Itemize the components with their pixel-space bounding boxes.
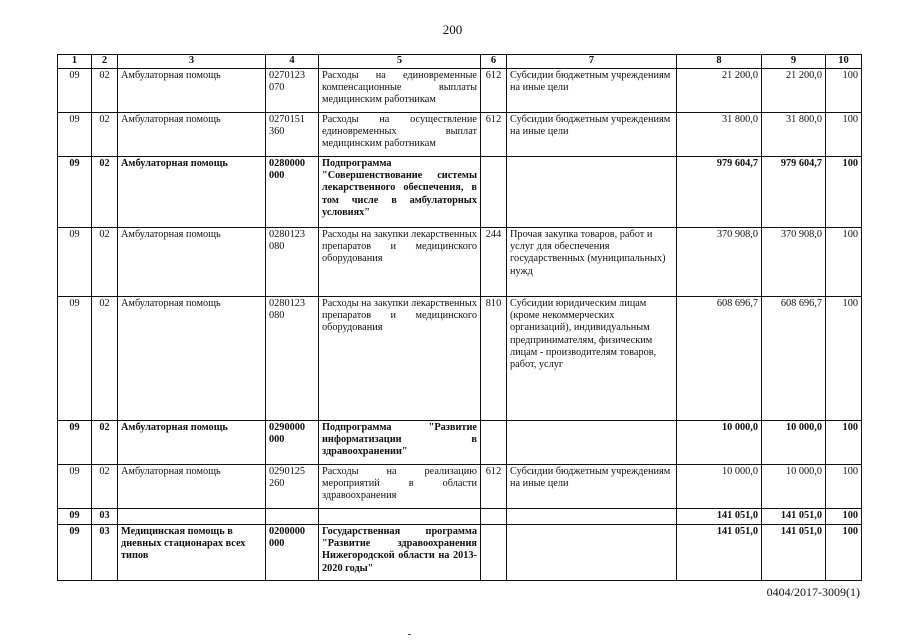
cell-name: Амбулаторная помощь (118, 112, 266, 156)
budget-table (57, 54, 862, 581)
cell-actual-amount: 10 000,0 (762, 464, 826, 508)
cell-actual-amount: 31 800,0 (762, 112, 826, 156)
cell-subsection: 03 (92, 524, 118, 580)
cell-percent: 100 (826, 68, 862, 112)
header-col-7: 7 (507, 55, 677, 69)
cell-expense-name (507, 156, 677, 227)
table-header (58, 55, 862, 69)
cell-section: 09 (58, 296, 92, 420)
cell-actual-amount: 10 000,0 (762, 420, 826, 464)
cell-expense-name (507, 508, 677, 524)
cell-percent: 100 (826, 296, 862, 420)
cell-subsection: 02 (92, 420, 118, 464)
cell-percent: 100 (826, 524, 862, 580)
cell-expense-name: Субсидии бюджетным учреждениям на иные цели (507, 464, 677, 508)
cell-plan-amount: 21 200,0 (677, 68, 762, 112)
cell-percent: 100 (826, 156, 862, 227)
cell-plan-amount: 31 800,0 (677, 112, 762, 156)
cell-subsection: 02 (92, 296, 118, 420)
cell-expense-name: Субсидии бюджетным учреждениям на иные цели (507, 112, 677, 156)
table-row (58, 68, 862, 112)
header-col-3: 3 (118, 55, 266, 69)
cell-actual-amount: 141 051,0 (762, 524, 826, 580)
cell-expense-type (481, 524, 507, 580)
header-col-1: 1 (58, 55, 92, 69)
cell-name: Амбулаторная помощь (118, 296, 266, 420)
cell-description (319, 508, 481, 524)
cell-subsection: 02 (92, 227, 118, 296)
cell-expense-type: 612 (481, 112, 507, 156)
table-row (58, 508, 862, 524)
cell-actual-amount: 370 908,0 (762, 227, 826, 296)
table-row (58, 296, 862, 420)
cell-subsection: 02 (92, 68, 118, 112)
cell-description: Подпрограмма "Совершенствование системы лекарственного обеспечения, в том числе в амбулаторных условиях" (319, 156, 481, 227)
cell-plan-amount: 141 051,0 (677, 524, 762, 580)
cell-expense-name: Субсидии юридическим лицам (кроме некоммерческих организаций), индивидуальным предпринимателям, физическим лицам - производителям товаров, работ, услуг (507, 296, 677, 420)
cell-percent: 100 (826, 112, 862, 156)
cell-expense-type: 244 (481, 227, 507, 296)
header-col-9: 9 (762, 55, 826, 69)
cell-expense-name: Прочая закупка товаров, работ и услуг для обеспечения государственных (муниципальных) нужд (507, 227, 677, 296)
header-col-5: 5 (319, 55, 481, 69)
cell-plan-amount: 370 908,0 (677, 227, 762, 296)
cell-expense-name (507, 524, 677, 580)
cell-subsection: 02 (92, 156, 118, 227)
cell-target-code: 0280123 080 (266, 296, 319, 420)
cell-plan-amount: 141 051,0 (677, 508, 762, 524)
cell-description: Расходы на единовременные компенсационные выплаты медицинским работникам (319, 68, 481, 112)
cell-subsection: 02 (92, 464, 118, 508)
table-row (58, 156, 862, 227)
cell-description: Расходы на осуществление единовременных выплат медицинским работникам (319, 112, 481, 156)
cell-section: 09 (58, 464, 92, 508)
cell-section: 09 (58, 420, 92, 464)
cell-expense-type: 612 (481, 464, 507, 508)
cell-section: 09 (58, 508, 92, 524)
document-code: 0404/2017-3009(1) (766, 585, 860, 599)
cell-target-code: 0280000 000 (266, 156, 319, 227)
header-col-6: 6 (481, 55, 507, 69)
cell-percent: 100 (826, 464, 862, 508)
cell-name: Амбулаторная помощь (118, 156, 266, 227)
cell-expense-type (481, 420, 507, 464)
cell-section: 09 (58, 524, 92, 580)
cell-expense-name (507, 420, 677, 464)
cell-percent: 100 (826, 508, 862, 524)
cell-name: Амбулаторная помощь (118, 68, 266, 112)
cell-plan-amount: 608 696,7 (677, 296, 762, 420)
cell-actual-amount: 141 051,0 (762, 508, 826, 524)
page-number: 200 (442, 22, 463, 37)
cell-name: Медицинская помощь в дневных стационарах всех типов (118, 524, 266, 580)
cell-name: Амбулаторная помощь (118, 420, 266, 464)
cell-description: Расходы на закупки лекарственных препаратов и медицинского оборудования (319, 296, 481, 420)
cell-percent: 100 (826, 420, 862, 464)
cell-expense-name: Субсидии бюджетным учреждениям на иные цели (507, 68, 677, 112)
cell-plan-amount: 10 000,0 (677, 420, 762, 464)
cell-subsection: 03 (92, 508, 118, 524)
cell-section: 09 (58, 156, 92, 227)
cell-name: Амбулаторная помощь (118, 227, 266, 296)
cell-expense-type: 810 (481, 296, 507, 420)
cell-target-code: 0200000 000 (266, 524, 319, 580)
table-row (58, 227, 862, 296)
scan-artifact (408, 634, 411, 635)
cell-target-code: 0290000 000 (266, 420, 319, 464)
cell-plan-amount: 979 604,7 (677, 156, 762, 227)
cell-description: Государственная программа "Развитие здравоохранения Нижегородской области на 2013-2020 годы" (319, 524, 481, 580)
table-row (58, 420, 862, 464)
cell-name: Амбулаторная помощь (118, 464, 266, 508)
cell-subsection: 02 (92, 112, 118, 156)
cell-description: Расходы на реализацию мероприятий в области здравоохранения (319, 464, 481, 508)
table-row (58, 112, 862, 156)
cell-description: Подпрограмма "Развитие информатизации в здравоохранении" (319, 420, 481, 464)
cell-description: Расходы на закупки лекарственных препаратов и медицинского оборудования (319, 227, 481, 296)
header-col-2: 2 (92, 55, 118, 69)
cell-name (118, 508, 266, 524)
cell-actual-amount: 608 696,7 (762, 296, 826, 420)
cell-expense-type (481, 156, 507, 227)
header-col-10: 10 (826, 55, 862, 69)
cell-target-code: 0290125 260 (266, 464, 319, 508)
cell-target-code: 0280123 080 (266, 227, 319, 296)
cell-section: 09 (58, 68, 92, 112)
cell-section: 09 (58, 227, 92, 296)
cell-target-code (266, 508, 319, 524)
cell-plan-amount: 10 000,0 (677, 464, 762, 508)
cell-percent: 100 (826, 227, 862, 296)
cell-section: 09 (58, 112, 92, 156)
cell-actual-amount: 21 200,0 (762, 68, 826, 112)
cell-actual-amount: 979 604,7 (762, 156, 826, 227)
cell-expense-type: 612 (481, 68, 507, 112)
table-row (58, 464, 862, 508)
cell-expense-type (481, 508, 507, 524)
header-col-8: 8 (677, 55, 762, 69)
cell-target-code: 0270123 070 (266, 68, 319, 112)
header-col-4: 4 (266, 55, 319, 69)
table-row (58, 524, 862, 580)
cell-target-code: 0270151 360 (266, 112, 319, 156)
